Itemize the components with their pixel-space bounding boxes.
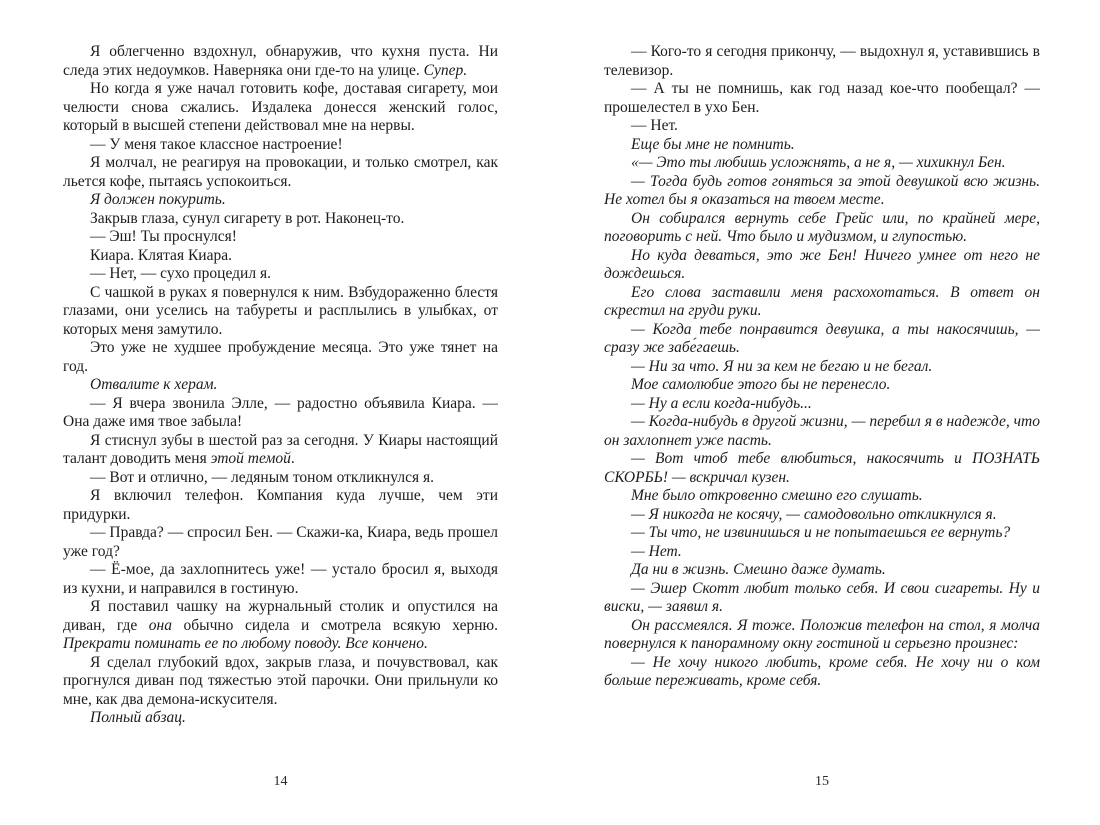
paragraph [63,43,498,80]
paragraph [63,191,498,210]
text-run: — У меня такое классное настроение! [90,135,343,153]
paragraph [604,321,1040,358]
italic-text-run: Полный абзац. [90,709,186,726]
paragraph [604,284,1040,321]
paragraph [604,413,1040,450]
paragraph [63,339,498,376]
text-run: Я стиснул зубы в шестой раз за сегодня. У Киары настоящий талант доводить меня [63,431,498,467]
paragraph [604,561,1040,580]
text-run: Я включил телефон. Компания куда лучше, чем эти придурки. [63,487,498,523]
page-left [63,43,498,825]
italic-text-run: Его слова заставили меня расхохотаться. В ответ он скрестил на груди руки. [604,283,1040,319]
italic-text-run: Супер. [423,61,468,79]
paragraph [604,154,1040,173]
paragraph [63,228,498,247]
paragraph [63,284,498,340]
text-run: — Эш! Ты проснулся! [90,228,237,245]
page-right-text-block [604,43,1040,691]
paragraph [604,524,1040,543]
text-run: Но когда я уже начал готовить кофе, доставая сигарету, мои челюсти снова сжались. Издалека донесся женский голос, который в высшей степени действовал мне на нервы. [63,80,498,134]
text-run: — Нет. [631,117,678,134]
paragraph [63,247,498,266]
paragraph [604,487,1040,506]
italic-text-run: Мне было откровенно смешно его слушать. [631,487,923,504]
paragraph [63,469,498,488]
italic-text-run: Да ни в жизнь. Смешно даже думать. [631,561,886,578]
text-run: — Вот и отлично, — ледяным тоном откликнулся я. [90,468,434,486]
paragraph [63,487,498,524]
paragraph [63,395,498,432]
text-run: — Нет, — сухо процедил я. [90,265,271,282]
text-run: — Правда? — спросил Бен. — Скажи-ка, Киара, ведь прошел уже год? [63,524,498,560]
paragraph [63,376,498,395]
page-number-right: 15 [815,774,829,789]
italic-text-run: Я должен покурить. [90,191,226,208]
paragraph [604,358,1040,377]
text-run: Киара. Клятая Киара. [90,246,232,264]
page-left-text-block [63,43,498,728]
text-run: С чашкой в руках я повернулся к ним. Взбудораженно блестя глазами, они уселись на табуреты и расплылись в улыбках, от которых меня замутило. [63,283,498,338]
paragraph [63,210,498,229]
paragraph [63,598,498,654]
paragraph [63,524,498,561]
italic-text-run: «— Это ты любишь усложнять, а не я, — хихикнул Бен. [631,154,1006,171]
text-run: — Ё-мое, да захлопнитесь уже! — устало бросил я, выходя из кухни, и направился в гостиную. [63,561,498,597]
paragraph [63,136,498,155]
paragraph [604,580,1040,617]
paragraph [63,80,498,136]
italic-text-run: Но куда деваться, это же Бен! Ничего умнее от него не дождешься. [604,246,1040,282]
italic-text-run: Прекрати поминать ее по любому поводу. Все кончено. [63,635,428,652]
text-run: — Я вчера звонила Элле, — радостно объявила Киара. — Она даже имя твое забыла! [63,394,498,430]
italic-text-run: Мое самолюбие этого бы не перенесло. [631,376,891,393]
paragraph [63,154,498,191]
text-run: Я молчал, не реагируя на провокации, и только смотрел, как льется кофе, пытаясь успокоиться. [63,154,498,190]
paragraph [604,654,1040,691]
text-run: Я облегченно вздохнул, обнаружив, что кухня пуста. Ни следа этих недоумков. Наверняка они где-то на улице. [63,43,498,79]
paragraph [604,117,1040,136]
text-run: — А ты не помнишь, как год назад кое-что пообещал? — прошелестел в ухо Бен. [604,80,1040,116]
italic-text-run: — Тогда будь готов гоняться за этой девушкой всю жизнь. Не хотел бы я оказаться на твоем месте. [604,172,1040,208]
paragraph [63,265,498,284]
paragraph [604,210,1040,247]
italic-text-run: — Я никогда не косячу, — самодовольно откликнулся я. [631,505,997,523]
paragraph [604,543,1040,562]
text-run: — Кого-то я сегодня прикончу, — выдохнул я, уставившись в телевизор. [604,43,1040,79]
italic-text-run: она [148,616,172,634]
text-run: обычно сидела и смотрела всякую херню. [171,616,498,634]
italic-text-run: — Когда-нибудь в другой жизни, — перебил я в надежде, что он захлопнет уже пасть. [604,413,1040,449]
paragraph [604,617,1040,654]
italic-text-run: Еще бы мне не помнить. [631,135,795,153]
paragraph [63,709,498,728]
paragraph [604,43,1040,80]
italic-text-run: — Когда тебе понравится девушка, а ты накосячишь, — сразу же забе́гаешь. [604,320,1040,356]
paragraph [63,561,498,598]
paragraph [604,247,1040,284]
italic-text-run: — Эшер Скотт любит только себя. И свои сигареты. Ну и виски, — заявил я. [604,579,1040,615]
paragraph [604,376,1040,395]
italic-text-run: — Нет. [631,542,682,560]
paragraph [604,136,1040,155]
italic-text-run: — Вот чтоб тебе влюбиться, накосячить и ПОЗНАТЬ СКОРБЬ! — вскричал кузен. [604,450,1040,486]
text-run: Закрыв глаза, сунул сигарету в рот. Наконец-то. [90,209,405,227]
paragraph [604,506,1040,525]
italic-text-run: — Ни за что. Я ни за кем не бегаю и не бегал. [631,357,933,375]
italic-text-run: Он собирался вернуть себе Грейс или, по крайней мере, поговорить с ней. Что было и мудизмом, и глупостью. [604,209,1040,245]
paragraph [604,395,1040,414]
italic-text-run: этой темой [210,450,291,467]
italic-text-run: Он рассмеялся. Я тоже. Положив телефон на стол, я молча повернулся к панорамному окну гостиной и серьезно произнес: [604,616,1040,652]
paragraph [604,173,1040,210]
italic-text-run: — Ты что, не извинишься и не попытаешься ее вернуть? [631,524,1011,541]
page-number-left: 14 [273,774,288,789]
italic-text-run: — Не хочу никого любить, кроме себя. Не хочу ни о ком больше переживать, кроме себя. [604,653,1040,689]
text-run: Я сделал глубокий вдох, закрыв глаза, и почувствовал, как прогнулся диван под тяжестью этой парочки. Они прильнули ко мне, как два демона-искусителя. [63,653,498,708]
text-run: Я поставил чашку на журнальный столик и опустился на диван, где [63,598,498,634]
page-right [604,43,1040,825]
paragraph [63,432,498,469]
italic-text-run: — Ну а если когда-нибудь... [631,394,812,412]
italic-text-run: Отвалите к херам. [90,376,218,393]
text-run: . [290,450,295,467]
paragraph [63,654,498,710]
text-run: Это уже не худшее пробуждение месяца. Это уже тянет на год. [63,339,498,375]
paragraph [604,450,1040,487]
paragraph [604,80,1040,117]
